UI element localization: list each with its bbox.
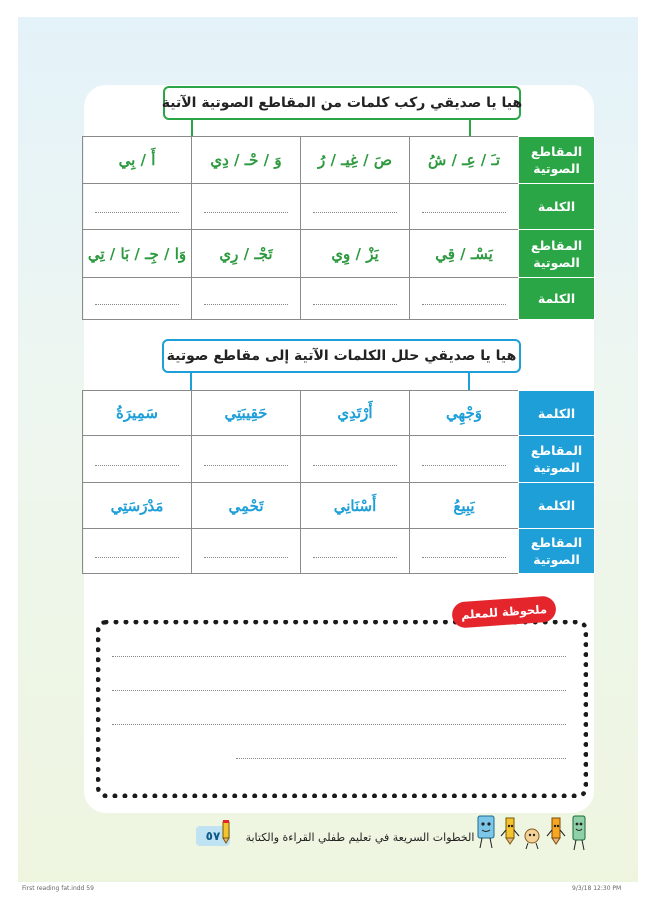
syllable-cell: يَسْـ / قِي (410, 230, 519, 278)
answer-line (95, 453, 179, 466)
answer-cell[interactable] (192, 529, 301, 574)
note-line (112, 690, 566, 691)
answer-line (204, 200, 288, 213)
syllable-cell: يَزْ / وِي (301, 230, 410, 278)
note-line (112, 724, 566, 725)
print-slug-file: First reading fat.indd 59 (22, 885, 94, 892)
teacher-note-box[interactable] (96, 620, 588, 798)
sharpener-mascot-icon (522, 826, 542, 850)
row-label-syllables: المقاطع الصوتية (519, 529, 595, 574)
answer-line (204, 453, 288, 466)
answer-cell[interactable] (301, 184, 410, 230)
book-mascot-icon (474, 814, 498, 850)
table-row (83, 230, 595, 278)
answer-line (95, 292, 179, 305)
answer-cell[interactable] (83, 278, 192, 320)
syllable-cell: تَجْـ / رِي (192, 230, 301, 278)
task1-title: هيا يا صديقي ركب كلمات من المقاطع الصوتية الآتية (163, 86, 521, 120)
task2-table (82, 390, 595, 574)
answer-line (313, 292, 397, 305)
word-cell: أَرْتَدِي (301, 391, 410, 436)
table-row (83, 483, 595, 529)
answer-line (313, 200, 397, 213)
answer-line (422, 545, 506, 558)
table-row (83, 137, 595, 184)
word-cell: مَدْرَسَتِي (83, 483, 192, 529)
word-cell: يَبِيعُ (410, 483, 519, 529)
note-line (112, 656, 566, 657)
answer-cell[interactable] (410, 184, 519, 230)
row-label-word: الكلمة (519, 483, 595, 529)
answer-line (95, 200, 179, 213)
print-slug-date: 9/3/18 12:30 PM (572, 885, 622, 892)
syllable-cell: صَ / غِيـ / رُ (301, 137, 410, 184)
syllable-cell: وَ / حْـ / دِي (192, 137, 301, 184)
syllable-cell: وَا / جِـ / بَا / تِي (83, 230, 192, 278)
row-label-word: الكلمة (519, 278, 595, 320)
answer-line (422, 453, 506, 466)
answer-line (313, 453, 397, 466)
syllable-cell: تـَ / عِـ / شُ (410, 137, 519, 184)
word-cell: أَسْنَانِي (301, 483, 410, 529)
answer-cell[interactable] (83, 436, 192, 483)
answer-cell[interactable] (192, 184, 301, 230)
answer-line (204, 292, 288, 305)
task1-table (82, 136, 595, 320)
table-row (83, 278, 595, 320)
pencil-mascot-icon (546, 814, 566, 850)
pencil-mascot-icon (500, 814, 520, 850)
answer-cell[interactable] (301, 436, 410, 483)
row-label-word: الكلمة (519, 391, 595, 436)
page-number: ٥٧ (196, 826, 230, 846)
answer-cell[interactable] (410, 436, 519, 483)
table-row (83, 529, 595, 574)
answer-line (422, 200, 506, 213)
book-title: الخطوات السريعة في تعليم طفلي القراءة والكتابة (245, 830, 475, 844)
word-cell: تَحْمِي (192, 483, 301, 529)
syllable-cell: أَ / بِي (83, 137, 192, 184)
answer-cell[interactable] (410, 278, 519, 320)
pencil-icon (218, 820, 234, 844)
task2-title: هيا يا صديقي حلل الكلمات الآتية إلى مقاطع صوتية (162, 339, 521, 373)
row-label-syllables: المقاطع الصوتية (519, 230, 595, 278)
answer-cell[interactable] (83, 184, 192, 230)
word-cell: حَقِيبَتِي (192, 391, 301, 436)
answer-cell[interactable] (301, 278, 410, 320)
ruler-mascot-icon (568, 814, 590, 852)
table-row (83, 184, 595, 230)
answer-line (204, 545, 288, 558)
answer-cell[interactable] (410, 529, 519, 574)
row-label-syllables: المقاطع الصوتية (519, 436, 595, 483)
answer-line (95, 545, 179, 558)
answer-cell[interactable] (301, 529, 410, 574)
word-cell: سَمِيرَةُ (83, 391, 192, 436)
teacher-note-label: ملحوظة للمعلم (451, 595, 557, 628)
note-line (236, 758, 566, 759)
word-cell: وَجْهِي (410, 391, 519, 436)
answer-line (422, 292, 506, 305)
answer-cell[interactable] (83, 529, 192, 574)
answer-cell[interactable] (192, 436, 301, 483)
table-row (83, 391, 595, 436)
answer-line (313, 545, 397, 558)
table-row (83, 436, 595, 483)
answer-cell[interactable] (192, 278, 301, 320)
row-label-word: الكلمة (519, 184, 595, 230)
row-label-syllables: المقاطع الصوتية (519, 137, 595, 184)
